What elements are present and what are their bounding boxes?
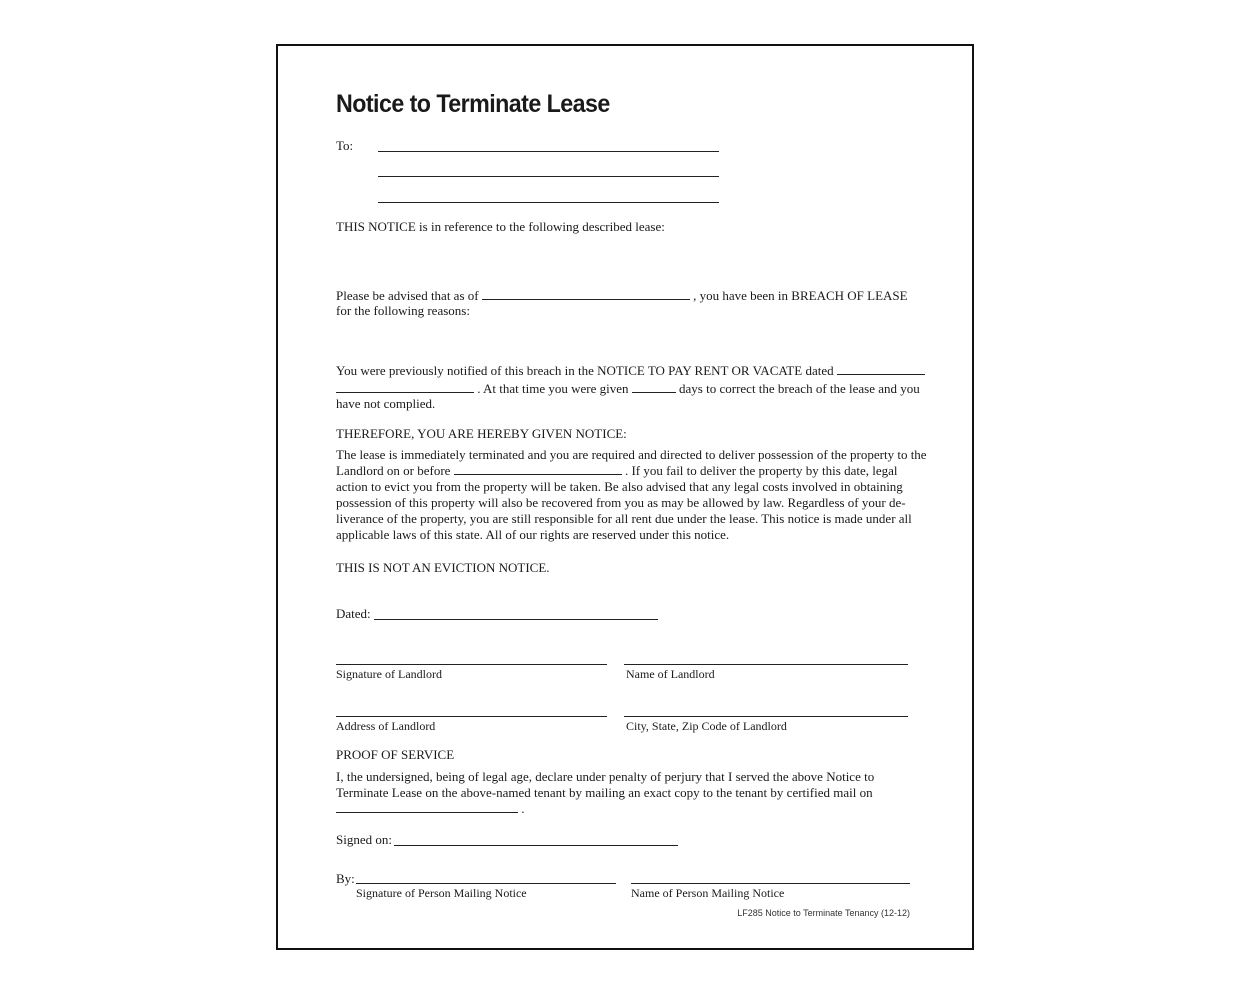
- previously-end: days to correct the breach of the lease and you: [679, 381, 920, 396]
- to-line-1[interactable]: [378, 151, 719, 152]
- proof-line-3: [336, 801, 525, 817]
- lease-terms-line-6: applicable laws of this state. All of our rights are reserved under this notice.: [336, 527, 730, 542]
- signed-on-line[interactable]: [394, 845, 678, 846]
- signature-mailer-line[interactable]: [356, 883, 616, 884]
- signature-landlord-label: Signature of Landlord: [336, 667, 442, 681]
- previously-line-3: have not complied.: [336, 396, 436, 411]
- possession-date-blank[interactable]: [454, 463, 622, 475]
- name-mailer-label: Name of Person Mailing Notice: [631, 886, 785, 900]
- proof-heading: PROOF OF SERVICE: [336, 747, 455, 762]
- notice-date-blank-2[interactable]: [336, 381, 474, 393]
- previously-mid: . At that time you were given: [477, 381, 629, 396]
- document-title: Notice to Terminate Lease: [336, 90, 610, 118]
- lease-terms-line-3: action to evict you from the property will be taken. Be also advised that any legal costs involved in obtaining: [336, 479, 903, 494]
- reference-text: THIS NOTICE is in reference to the following described lease:: [336, 219, 665, 234]
- lease-terms-line-1: The lease is immediately terminated and you are required and directed to deliver possession of the property to the: [336, 447, 927, 462]
- signature-mailer-label: Signature of Person Mailing Notice: [356, 886, 527, 900]
- name-landlord-line[interactable]: [624, 664, 908, 665]
- advised-line-1: [336, 288, 908, 304]
- previously-line-2: [336, 381, 920, 397]
- mailing-date-blank[interactable]: [336, 801, 518, 813]
- proof-end: .: [521, 801, 525, 816]
- proof-line-2: Terminate Lease on the above-named tenant by mailing an exact copy to the tenant by certified mail on: [336, 785, 873, 800]
- proof-line-1: I, the undersigned, being of legal age, declare under penalty of perjury that I served the above Notice to: [336, 769, 875, 784]
- signed-on-label: Signed on:: [336, 832, 392, 847]
- lease-terms-line-2: [336, 463, 898, 479]
- lease-terms-before: Landlord on or before: [336, 463, 451, 478]
- notice-date-blank-1[interactable]: [837, 363, 925, 375]
- lease-terms-line-4: possession of this property will also be recovered from you as may be allowed by law. Regardless of your de-: [336, 495, 906, 510]
- city-landlord-line[interactable]: [624, 716, 908, 717]
- lease-terms-after: . If you fail to deliver the property by this date, legal: [624, 463, 898, 478]
- previously-text: You were previously notified of this breach in the NOTICE TO PAY RENT OR VACATE dated: [336, 363, 834, 378]
- city-landlord-label: City, State, Zip Code of Landlord: [626, 719, 787, 733]
- address-landlord-line[interactable]: [336, 716, 607, 717]
- advised-after: , you have been in BREACH OF LEASE: [693, 288, 908, 303]
- previously-line-1: [336, 363, 925, 379]
- breach-date-blank[interactable]: [482, 288, 690, 300]
- document-page: [276, 44, 974, 950]
- signature-landlord-line[interactable]: [336, 664, 607, 665]
- days-blank[interactable]: [632, 381, 676, 393]
- form-footer: LF285 Notice to Terminate Tenancy (12-12): [737, 908, 910, 918]
- advised-before: Please be advised that as of: [336, 288, 479, 303]
- to-line-3[interactable]: [378, 202, 719, 203]
- dated-label: Dated:: [336, 606, 371, 621]
- dated-line[interactable]: [374, 619, 658, 620]
- lease-terms-line-5: liverance of the property, you are still responsible for all rent due under the lease. This notice is made under all: [336, 511, 912, 526]
- to-line-2[interactable]: [378, 176, 719, 177]
- name-landlord-label: Name of Landlord: [626, 667, 715, 681]
- therefore-heading: THEREFORE, YOU ARE HEREBY GIVEN NOTICE:: [336, 426, 627, 441]
- name-mailer-line[interactable]: [631, 883, 910, 884]
- advised-line-2: for the following reasons:: [336, 303, 470, 318]
- not-eviction-text: THIS IS NOT AN EVICTION NOTICE.: [336, 560, 550, 575]
- to-label: To:: [336, 138, 354, 153]
- address-landlord-label: Address of Landlord: [336, 719, 436, 733]
- by-label: By:: [336, 871, 355, 886]
